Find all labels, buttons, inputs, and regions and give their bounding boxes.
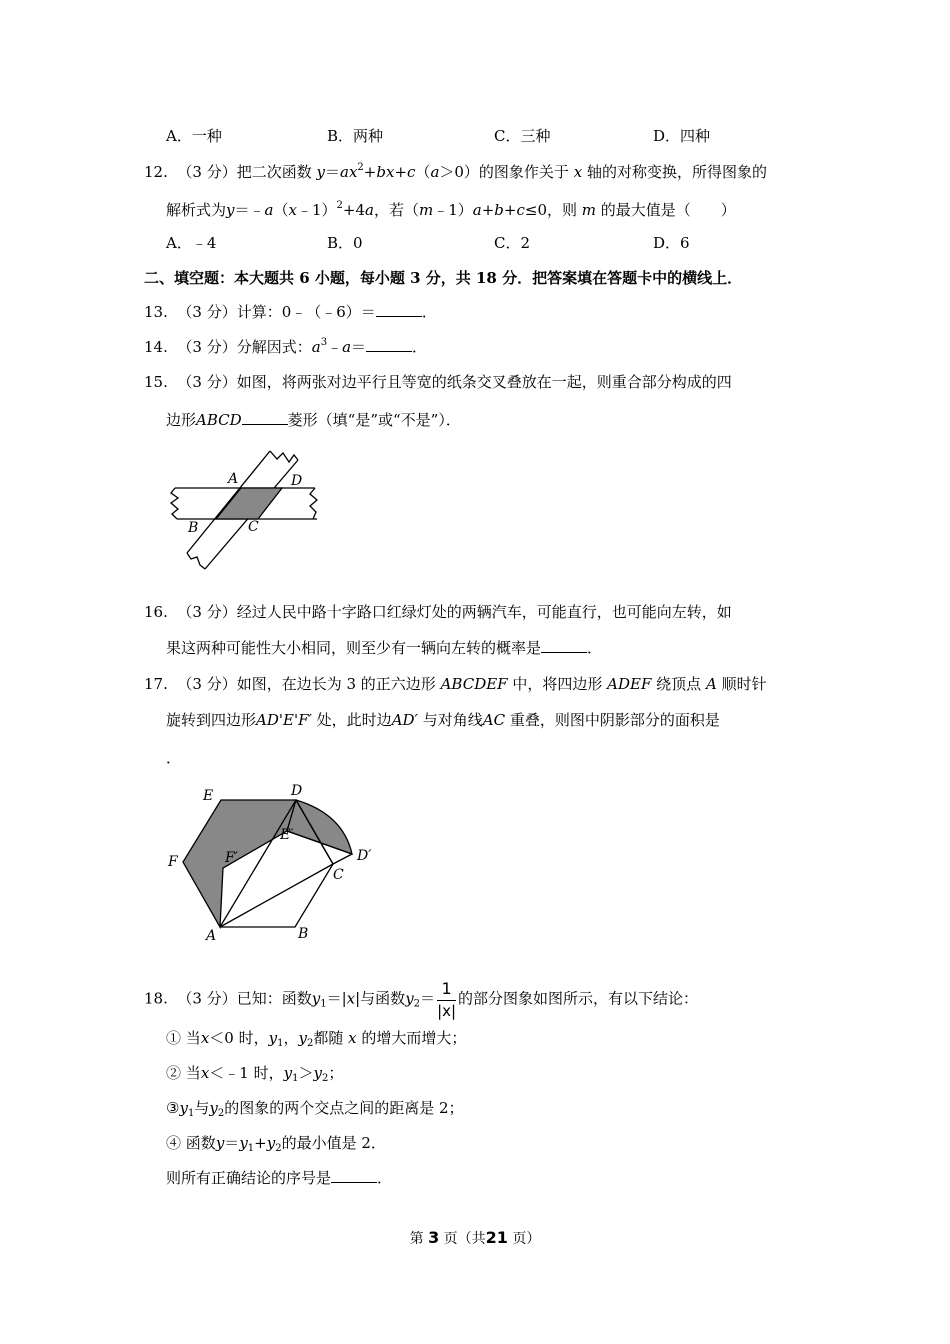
answer-blank[interactable]	[541, 638, 587, 653]
segment-cd-prime	[333, 854, 352, 864]
q18-conclusion-1	[166, 1028, 466, 1048]
plus: +	[503, 201, 517, 219]
q17-text: 如图，在边长为 3 的正六边形	[236, 675, 436, 693]
torn-edge-top	[270, 451, 298, 462]
q18-conclusion-4	[166, 1133, 386, 1153]
label-b: B	[188, 520, 199, 536]
question-score: （3 分）	[177, 675, 237, 693]
option-text: 一种	[191, 127, 222, 145]
var-abcdef: ABCDEF	[440, 675, 508, 693]
var-y: y	[239, 1134, 248, 1152]
q18-text: 都随	[313, 1029, 344, 1047]
footer-text: 页（共	[443, 1231, 486, 1247]
option-text: 0	[353, 234, 363, 252]
q18-text: |与函数	[355, 989, 406, 1008]
eq: ＝	[351, 338, 367, 356]
eq: ＝	[420, 989, 436, 1008]
q13	[144, 302, 437, 322]
var-c: c	[407, 163, 416, 181]
page-number: 3	[428, 1228, 440, 1247]
q12-option-c[interactable]	[494, 233, 530, 253]
q12-option-a[interactable]	[166, 233, 216, 253]
paren: （	[415, 163, 431, 181]
q18-text: 当	[185, 1064, 201, 1082]
q14	[144, 337, 427, 357]
var-y: y	[215, 1134, 225, 1152]
q18-line-1	[144, 978, 698, 1021]
var-m: m	[581, 201, 597, 219]
var-a: a	[472, 201, 482, 219]
label-a: A	[228, 471, 239, 487]
eq: ＝	[325, 163, 341, 181]
option-letter: A．	[166, 234, 192, 252]
subscript: 1	[292, 1073, 299, 1084]
subscript: 2	[217, 1108, 225, 1119]
subscript: 2	[321, 1073, 329, 1084]
var-x: x	[346, 989, 356, 1008]
option-letter: A．	[166, 127, 192, 145]
var-y: y	[268, 1029, 278, 1047]
circled-number: ③	[166, 1099, 180, 1117]
q15-line-2	[166, 410, 461, 430]
option-letter: B．	[327, 127, 354, 145]
label-d: D	[291, 783, 303, 799]
q12-option-b[interactable]	[327, 233, 363, 253]
answer-blank[interactable]	[366, 337, 412, 352]
punct: ．	[587, 639, 603, 657]
label-d-prime: D′	[357, 848, 372, 864]
question-score: （3 分）	[177, 303, 237, 321]
q17-figure	[165, 778, 380, 943]
q11-option-a[interactable]	[166, 126, 222, 146]
q12-line-2	[166, 200, 736, 220]
q18-text: 的图象的两个交点之间的距离是 2；	[224, 1099, 464, 1117]
punct: ．	[421, 303, 437, 321]
q11-option-c[interactable]	[494, 126, 551, 146]
shaded-region-left	[183, 800, 296, 927]
option-letter: B．	[327, 234, 354, 252]
exponent: 2	[336, 200, 343, 211]
question-number: 16.	[144, 603, 168, 621]
subscript: 1	[187, 1108, 195, 1119]
circled-number: ④	[166, 1134, 182, 1152]
option-text: ﹣4	[191, 234, 217, 252]
q16-text: 经过人民中路十字路口红绿灯处的两辆汽车，可能直行，也可能向左转，如	[236, 603, 732, 621]
label-e-prime: E′	[280, 827, 294, 843]
var-ac: AC	[482, 711, 506, 729]
var-adef: ADEF	[607, 675, 652, 693]
q17-line-2	[166, 710, 720, 730]
q13-text: 计算：0﹣（﹣6）＝	[236, 303, 376, 321]
q12-text: ﹣1）	[296, 201, 337, 219]
fraction	[437, 978, 456, 1021]
var-a: a	[342, 338, 352, 356]
option-letter: D．	[653, 234, 681, 252]
q15-text: 边形	[166, 411, 197, 429]
q17-text: 绕顶点	[656, 675, 702, 693]
q14-text: 分解因式：	[236, 338, 312, 356]
q17-text: 顺时针	[721, 675, 767, 693]
q18-text: ＝|	[326, 989, 347, 1008]
var-x: x	[573, 163, 583, 181]
option-letter: D．	[653, 127, 681, 145]
var-a: a	[264, 201, 274, 219]
punct: ．	[412, 338, 428, 356]
var-y: y	[311, 989, 321, 1008]
label-f-prime: F′	[225, 850, 238, 866]
option-text: 2	[520, 234, 531, 252]
option-text: 两种	[353, 127, 384, 145]
var-a: a	[311, 338, 321, 356]
var-x: x	[288, 201, 297, 219]
var-abcd: ABCD	[196, 411, 242, 429]
q12-text: 轴的对称变换，所得图象的	[586, 163, 767, 181]
q18-conclusion-3	[166, 1098, 464, 1118]
answer-blank[interactable]	[331, 1168, 377, 1183]
minus: ﹣	[327, 338, 343, 356]
answer-blank[interactable]	[242, 410, 288, 425]
label-d: D	[291, 473, 303, 489]
plus: +	[363, 163, 377, 181]
plus: +	[394, 163, 408, 181]
paren: （	[273, 201, 289, 219]
q12-text: 把二次函数	[236, 163, 312, 181]
torn-edge-left	[171, 488, 178, 519]
var-x: x	[348, 1029, 357, 1047]
var-a: a	[365, 201, 374, 219]
exponent: 2	[357, 162, 364, 173]
var-y: y	[283, 1064, 293, 1082]
question-number: 17.	[144, 675, 168, 693]
gt: ＞	[298, 1064, 314, 1082]
var-bx: bx	[376, 163, 395, 181]
q18-text: 的最小值是 2．	[281, 1134, 386, 1152]
diagonal-ac	[220, 864, 333, 927]
subscript: 2	[413, 998, 421, 1010]
q16-line-2	[166, 638, 602, 658]
torn-edge-right	[310, 488, 317, 519]
question-number: 13.	[144, 303, 168, 321]
question-number: 12.	[144, 163, 168, 181]
q17-text: 重叠，则图中阴影部分的面积是	[509, 711, 720, 729]
plus: +	[254, 1134, 267, 1152]
subscript: 1	[320, 998, 327, 1010]
q18-text: 的增大而增大；	[361, 1029, 467, 1047]
q12-text: ﹣1）	[433, 201, 473, 219]
exponent: 3	[320, 337, 328, 348]
q17-text: 处，此时边	[316, 711, 392, 729]
label-c: C	[248, 519, 259, 535]
question-score: （3 分）	[177, 163, 237, 181]
var-x: x	[200, 1029, 210, 1047]
q17-line-1	[144, 674, 767, 694]
q11-option-d[interactable]	[653, 126, 710, 146]
option-letter: C．	[494, 127, 521, 145]
q15-text: 如图，将两张对边平行且等宽的纸条交叉叠放在一起，则重合部分构成的四	[236, 373, 732, 391]
label-e: E	[203, 788, 214, 804]
var-y: y	[179, 1099, 188, 1117]
option-text: 6	[680, 234, 690, 252]
eq: ＝﹣	[234, 201, 265, 219]
total-pages: 21	[485, 1228, 508, 1247]
q18-text: 与	[194, 1099, 210, 1117]
q17-text: 旋转到四边形	[166, 711, 257, 729]
eq: ＝	[224, 1134, 240, 1152]
var-y: y	[226, 201, 235, 219]
q18-text: 函数	[185, 1134, 216, 1152]
punct: ．	[166, 749, 182, 767]
q16-text: 果这两种可能性大小相同，则至少有一辆向左转的概率是	[166, 639, 542, 657]
question-number: 18.	[144, 989, 168, 1008]
option-text: 四种	[680, 127, 711, 145]
var-m: m	[418, 201, 434, 219]
q11-option-b[interactable]	[327, 126, 383, 146]
q18-text: ＜0 时，	[209, 1029, 269, 1047]
q18-text: 已知：函数	[236, 989, 312, 1008]
q12-text: +4	[342, 201, 365, 219]
question-score: （3 分）	[177, 989, 237, 1008]
fraction-numerator: 1	[437, 978, 456, 1001]
shaded-region-arc	[287, 800, 352, 854]
question-number: 15.	[144, 373, 168, 391]
q12-text: ≤0，则	[524, 201, 577, 219]
punct: ．	[377, 1169, 393, 1187]
q18-text: 当	[185, 1029, 201, 1047]
q16-line-1	[144, 602, 732, 622]
var-b: b	[494, 201, 504, 219]
q18-text: 则所有正确结论的序号是	[166, 1169, 332, 1187]
q12-option-d[interactable]	[653, 233, 690, 253]
label-f: F	[168, 854, 178, 870]
var-a: A	[705, 675, 717, 693]
var-a: a	[430, 163, 440, 181]
question-score: （3 分）	[177, 603, 237, 621]
punct: ；	[328, 1064, 344, 1082]
q18-conclusion-2	[166, 1063, 343, 1083]
section-heading: 二、填空题：本大题共 6 小题，每小题 3 分，共 18 分．把答案填在答题卡中的横线上．	[144, 269, 743, 287]
var-adef-prime: AD'E'F′	[256, 711, 312, 729]
var-y: y	[316, 163, 325, 181]
var-x: x	[200, 1064, 210, 1082]
var-y: y	[266, 1134, 276, 1152]
question-score: （3 分）	[177, 338, 237, 356]
footer-text: 第	[409, 1231, 424, 1247]
label-c: C	[333, 867, 344, 883]
var-y: y	[405, 989, 414, 1008]
question-number: 14.	[144, 338, 168, 356]
var-ad-prime: AD′	[391, 711, 418, 729]
overlap-rhombus	[216, 488, 282, 519]
page-footer	[0, 1228, 950, 1248]
var-y: y	[313, 1064, 322, 1082]
subscript: 1	[247, 1143, 255, 1154]
circled-number: ②	[166, 1064, 182, 1082]
answer-blank[interactable]	[376, 302, 422, 317]
var-y: y	[298, 1029, 307, 1047]
q15-figure	[165, 445, 325, 570]
var-c: c	[516, 201, 525, 219]
subscript: 2	[275, 1143, 282, 1154]
option-text: 三种	[520, 127, 551, 145]
circled-number: ①	[166, 1029, 182, 1047]
punct: ，	[283, 1029, 299, 1047]
q18-text: 的部分图象如图所示，有以下结论：	[458, 989, 699, 1008]
question-score: （3 分）	[177, 373, 237, 391]
q18-text: ＜﹣1 时，	[209, 1064, 284, 1082]
var-y: y	[209, 1099, 218, 1117]
q12-text: ＞0）的图象作关于	[439, 163, 569, 181]
footer-text: 页）	[512, 1231, 541, 1247]
q15-line-1	[144, 372, 732, 392]
q12-text: 的最大值是（ ）	[600, 201, 736, 219]
label-b: B	[298, 926, 309, 942]
label-a: A	[206, 928, 217, 943]
option-letter: C．	[494, 234, 521, 252]
fraction-denominator: |x|	[437, 1002, 457, 1020]
q18-final	[166, 1168, 392, 1188]
q12-text: ，若（	[373, 201, 419, 219]
q12-text: 解析式为	[166, 201, 227, 219]
q17-text: 与对角线	[422, 711, 483, 729]
subscript: 2	[306, 1038, 314, 1049]
q12-line-1	[144, 162, 767, 182]
q17-text: 中，将四边形	[512, 675, 603, 693]
var-ax: ax	[340, 163, 358, 181]
q15-text: 菱形（填“是”或“不是”）．	[287, 411, 461, 429]
subscript: 1	[277, 1038, 284, 1049]
torn-edge-bottom	[187, 553, 205, 569]
q17-line-3	[166, 748, 181, 768]
plus: +	[481, 201, 495, 219]
